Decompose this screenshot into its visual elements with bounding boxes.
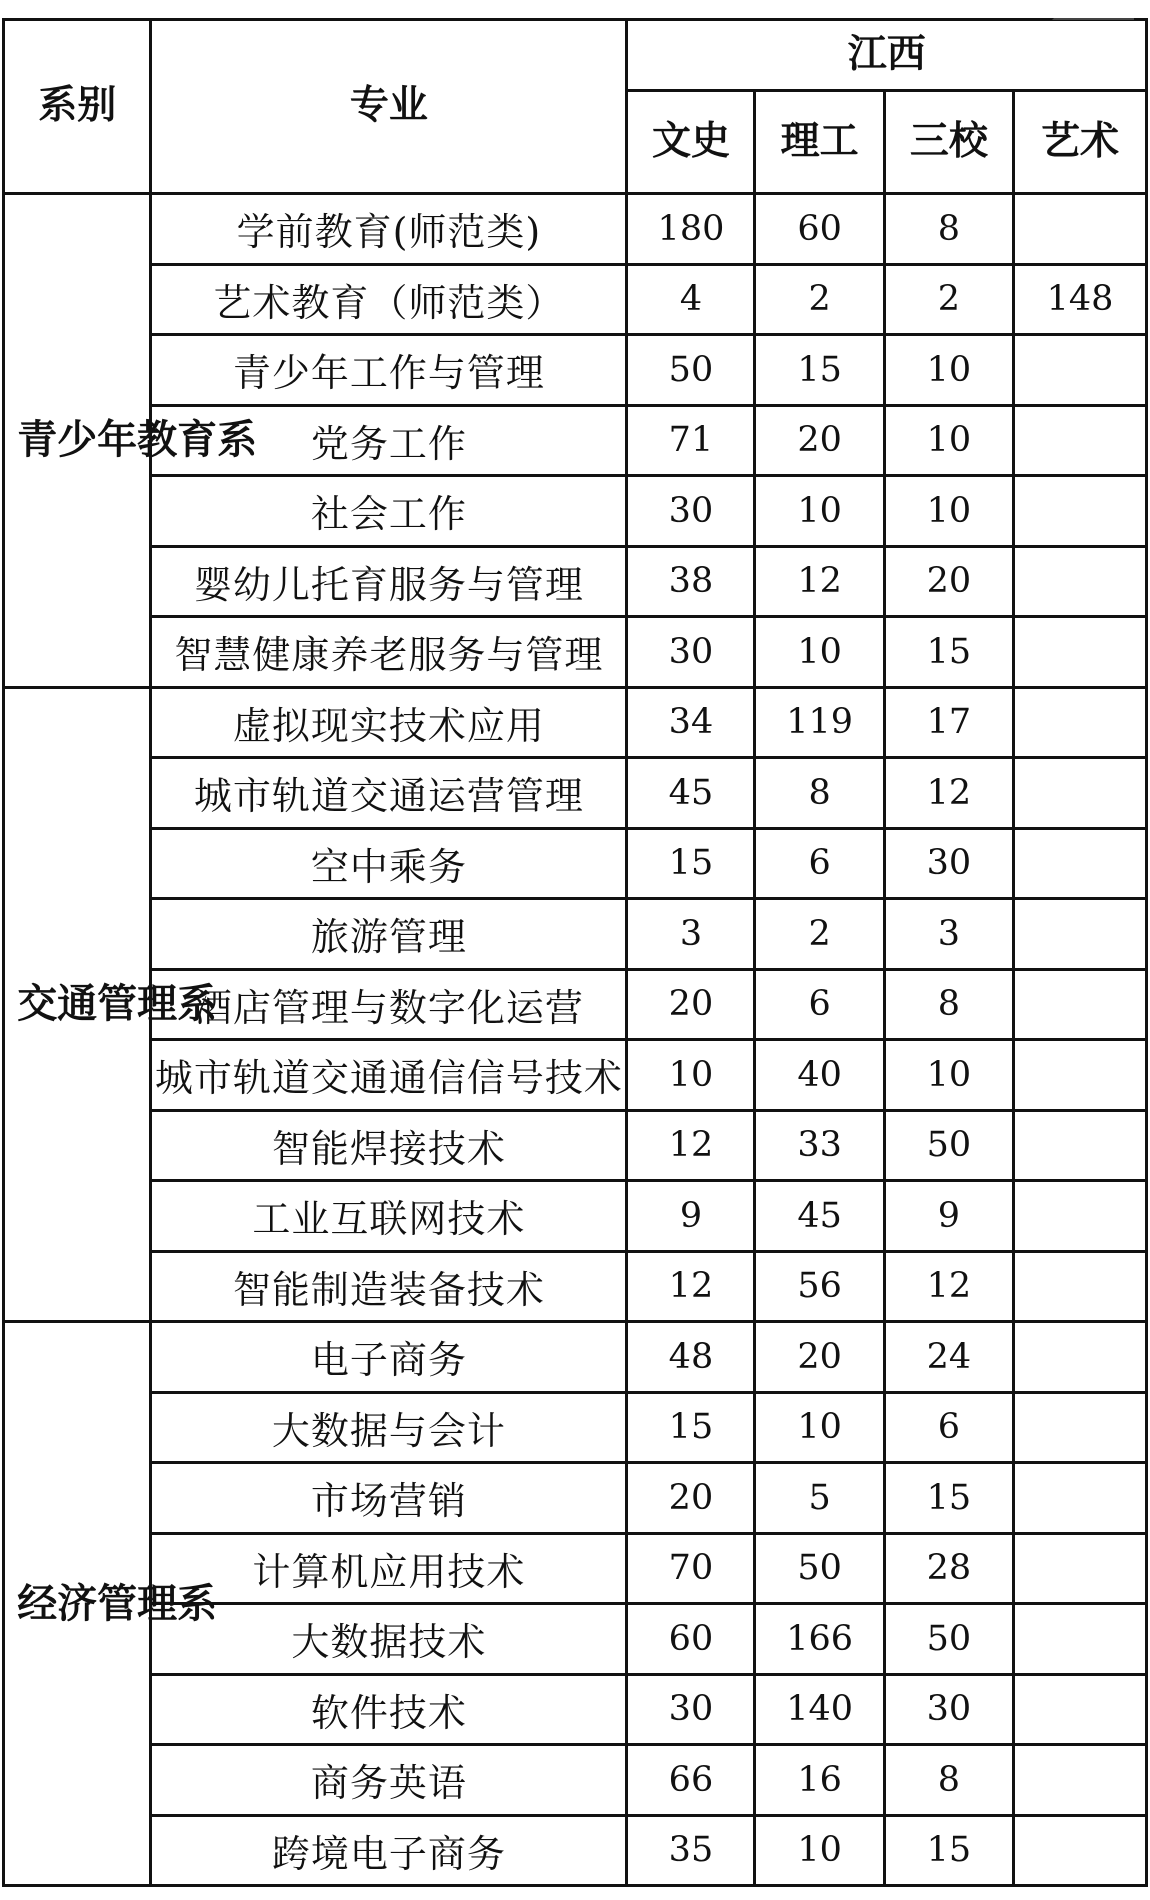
table-row [4, 1392, 1147, 1463]
value-yishu [1014, 1533, 1147, 1604]
value-yishu [1014, 1251, 1147, 1322]
value-yishu [1014, 1745, 1147, 1816]
value-wenshi: 30 [627, 1674, 755, 1745]
major-cell: 市场营销 [151, 1463, 627, 1534]
dept-cell [4, 1322, 218, 1886]
table-body [4, 194, 1147, 1886]
value-sanxiao: 8 [884, 1745, 1013, 1816]
major-cell: 社会工作 [151, 476, 627, 547]
value-yishu [1014, 476, 1147, 547]
major-cell: 智能焊接技术 [151, 1110, 627, 1181]
value-yishu [1014, 405, 1147, 476]
value-ligong: 45 [755, 1181, 884, 1252]
enrollment-plan-table [2, 18, 1148, 1887]
table-row [4, 828, 1147, 899]
value-ligong: 2 [755, 899, 884, 970]
value-sanxiao: 15 [884, 617, 1013, 688]
value-wenshi: 30 [627, 476, 755, 547]
major-cell: 大数据技术 [151, 1604, 627, 1675]
major-cell: 工业互联网技术 [151, 1181, 627, 1252]
header-row-1 [4, 20, 1147, 91]
value-sanxiao: 15 [884, 1815, 1013, 1886]
table-row [4, 1674, 1147, 1745]
header-major: 专业 [151, 20, 627, 194]
value-wenshi: 48 [627, 1322, 755, 1393]
value-wenshi: 12 [627, 1251, 755, 1322]
value-wenshi: 4 [627, 264, 755, 335]
value-yishu [1014, 828, 1147, 899]
value-sanxiao: 30 [884, 1674, 1013, 1745]
major-cell: 酒店管理与数字化运营 [151, 969, 627, 1040]
table-row [4, 1251, 1147, 1322]
table-row [4, 1181, 1147, 1252]
value-ligong: 20 [755, 405, 884, 476]
value-wenshi: 20 [627, 1463, 755, 1534]
value-sanxiao: 30 [884, 828, 1013, 899]
value-yishu [1014, 969, 1147, 1040]
value-sanxiao: 3 [884, 899, 1013, 970]
value-ligong: 10 [755, 617, 884, 688]
major-cell: 城市轨道交通通信信号技术 [151, 1040, 627, 1111]
value-wenshi: 12 [627, 1110, 755, 1181]
table-row [4, 1463, 1147, 1534]
value-yishu [1014, 1815, 1147, 1886]
table-row [4, 546, 1147, 617]
header-dept: 系别 [4, 20, 151, 194]
dept-label: 青少年教育系 [17, 417, 258, 464]
value-ligong: 60 [755, 194, 884, 265]
value-yishu [1014, 335, 1147, 406]
major-cell: 艺术教育（师范类） [151, 264, 627, 335]
value-wenshi: 30 [627, 617, 755, 688]
value-ligong: 166 [755, 1604, 884, 1675]
major-cell: 计算机应用技术 [151, 1533, 627, 1604]
major-cell: 虚拟现实技术应用 [151, 687, 627, 758]
major-cell: 大数据与会计 [151, 1392, 627, 1463]
value-sanxiao: 12 [884, 1251, 1013, 1322]
table-row [4, 1745, 1147, 1816]
value-sanxiao: 10 [884, 476, 1013, 547]
value-yishu [1014, 899, 1147, 970]
header-sanxiao: 三校 [884, 91, 1013, 194]
value-sanxiao: 17 [884, 687, 1013, 758]
table-row [4, 687, 1147, 758]
value-sanxiao: 8 [884, 194, 1013, 265]
value-sanxiao: 2 [884, 264, 1013, 335]
major-cell: 青少年工作与管理 [151, 335, 627, 406]
value-sanxiao: 50 [884, 1604, 1013, 1675]
value-sanxiao: 50 [884, 1110, 1013, 1181]
value-wenshi: 34 [627, 687, 755, 758]
value-wenshi: 50 [627, 335, 755, 406]
value-sanxiao: 10 [884, 405, 1013, 476]
major-cell: 学前教育(师范类) [151, 194, 627, 265]
table-row [4, 899, 1147, 970]
dept-label: 交通管理系 [17, 981, 218, 1028]
value-ligong: 56 [755, 1251, 884, 1322]
value-ligong: 20 [755, 1322, 884, 1393]
table-row [4, 194, 1147, 265]
value-ligong: 5 [755, 1463, 884, 1534]
table-row [4, 758, 1147, 829]
value-sanxiao: 24 [884, 1322, 1013, 1393]
value-yishu [1014, 687, 1147, 758]
dept-label: 经济管理系 [17, 1580, 218, 1627]
header-province: 江西 [627, 20, 1147, 91]
value-wenshi: 71 [627, 405, 755, 476]
value-sanxiao: 8 [884, 969, 1013, 1040]
value-sanxiao: 6 [884, 1392, 1013, 1463]
value-yishu: 148 [1014, 264, 1147, 335]
clipped-top-annotation [1052, 4, 1134, 20]
value-yishu [1014, 758, 1147, 829]
value-ligong: 10 [755, 476, 884, 547]
value-wenshi: 15 [627, 828, 755, 899]
value-ligong: 6 [755, 969, 884, 1040]
header-wenshi: 文史 [627, 91, 755, 194]
value-yishu [1014, 1181, 1147, 1252]
value-ligong: 10 [755, 1392, 884, 1463]
value-ligong: 16 [755, 1745, 884, 1816]
table-row [4, 1040, 1147, 1111]
value-wenshi: 66 [627, 1745, 755, 1816]
major-cell: 城市轨道交通运营管理 [151, 758, 627, 829]
value-wenshi: 15 [627, 1392, 755, 1463]
value-wenshi: 45 [627, 758, 755, 829]
enrollment-plan-sheet [0, 18, 1146, 1896]
value-ligong: 119 [755, 687, 884, 758]
value-yishu [1014, 1392, 1147, 1463]
value-yishu [1014, 1604, 1147, 1675]
dept-cell [4, 687, 218, 1322]
value-wenshi: 180 [627, 194, 755, 265]
value-wenshi: 3 [627, 899, 755, 970]
value-wenshi: 38 [627, 546, 755, 617]
value-ligong: 40 [755, 1040, 884, 1111]
value-yishu [1014, 1322, 1147, 1393]
major-cell: 商务英语 [151, 1745, 627, 1816]
value-ligong: 15 [755, 335, 884, 406]
value-yishu [1014, 1040, 1147, 1111]
major-cell: 婴幼儿托育服务与管理 [151, 546, 627, 617]
table-row [4, 1110, 1147, 1181]
table-row [4, 476, 1147, 547]
header-yishu: 艺术 [1014, 91, 1147, 194]
major-cell: 软件技术 [151, 1674, 627, 1745]
value-yishu [1014, 546, 1147, 617]
value-sanxiao: 12 [884, 758, 1013, 829]
table-row [4, 335, 1147, 406]
value-yishu [1014, 194, 1147, 265]
value-wenshi: 60 [627, 1604, 755, 1675]
major-cell: 旅游管理 [151, 899, 627, 970]
value-wenshi: 10 [627, 1040, 755, 1111]
major-cell: 跨境电子商务 [151, 1815, 627, 1886]
major-cell: 党务工作 [151, 405, 627, 476]
value-sanxiao: 20 [884, 546, 1013, 617]
table-row [4, 1322, 1147, 1393]
value-wenshi: 20 [627, 969, 755, 1040]
value-sanxiao: 10 [884, 1040, 1013, 1111]
value-ligong: 33 [755, 1110, 884, 1181]
value-sanxiao: 15 [884, 1463, 1013, 1534]
value-ligong: 2 [755, 264, 884, 335]
value-yishu [1014, 1674, 1147, 1745]
value-ligong: 10 [755, 1815, 884, 1886]
major-cell: 智能制造装备技术 [151, 1251, 627, 1322]
table-header [4, 20, 1147, 194]
value-ligong: 140 [755, 1674, 884, 1745]
value-ligong: 50 [755, 1533, 884, 1604]
table-row [4, 264, 1147, 335]
table-row [4, 1815, 1147, 1886]
value-ligong: 8 [755, 758, 884, 829]
header-ligong: 理工 [755, 91, 884, 194]
major-cell: 智慧健康养老服务与管理 [151, 617, 627, 688]
value-wenshi: 70 [627, 1533, 755, 1604]
value-yishu [1014, 1463, 1147, 1534]
value-yishu [1014, 617, 1147, 688]
major-cell: 空中乘务 [151, 828, 627, 899]
major-cell: 电子商务 [151, 1322, 627, 1393]
dept-cell [4, 194, 258, 688]
value-sanxiao: 28 [884, 1533, 1013, 1604]
value-ligong: 6 [755, 828, 884, 899]
table-row [4, 617, 1147, 688]
value-ligong: 12 [755, 546, 884, 617]
value-sanxiao: 10 [884, 335, 1013, 406]
value-wenshi: 9 [627, 1181, 755, 1252]
value-yishu [1014, 1110, 1147, 1181]
value-wenshi: 35 [627, 1815, 755, 1886]
value-sanxiao: 9 [884, 1181, 1013, 1252]
